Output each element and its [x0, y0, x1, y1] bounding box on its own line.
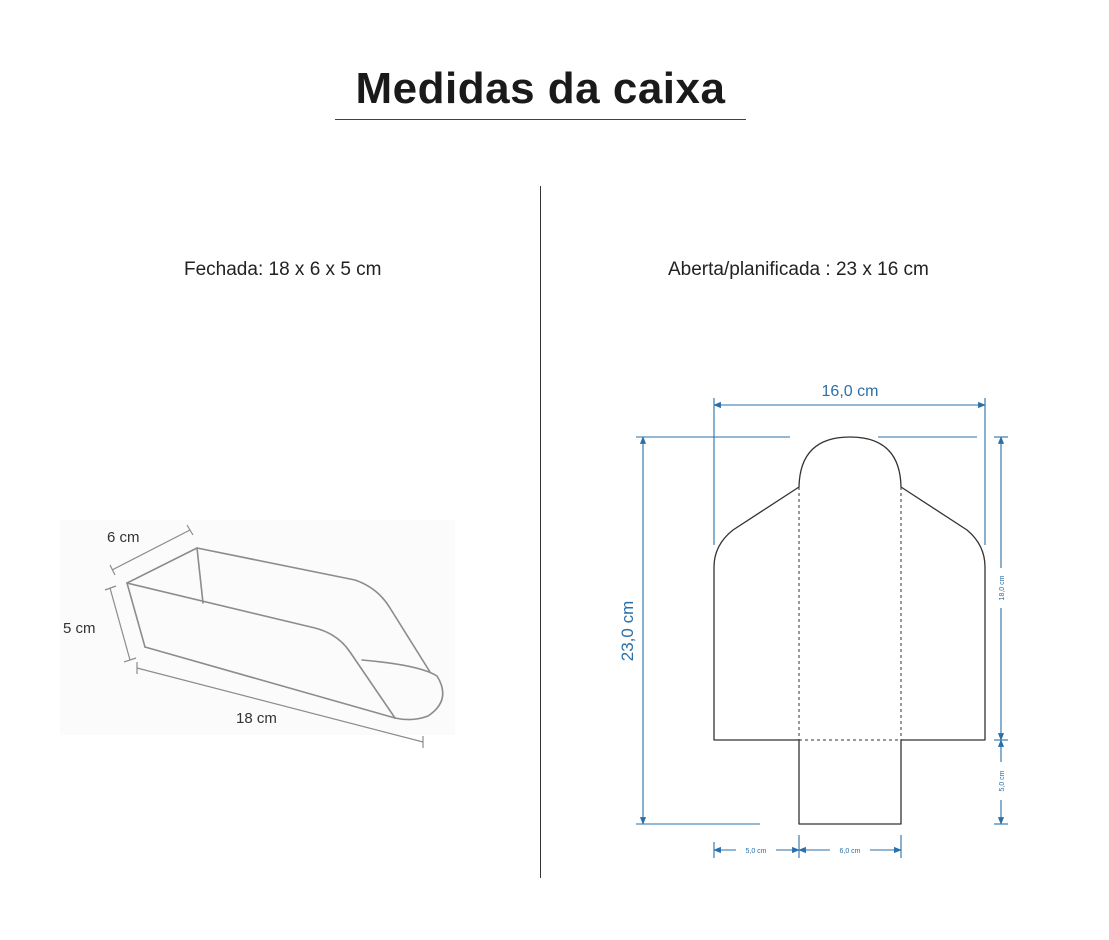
dim-tab-height-label: 5,0 cm [999, 770, 1006, 792]
flat-box-dimensions [636, 398, 1008, 858]
closed-box-sketch [60, 520, 455, 735]
fold-lines [799, 487, 901, 740]
page-title: Medidas da caixa [355, 64, 726, 113]
flat-box-contour [714, 437, 985, 824]
dim-width-label: 6 cm [107, 529, 140, 546]
dim-side-width-label: 5,0 cm [745, 848, 767, 855]
dim-total-height-label: 23,0 cm [618, 600, 637, 662]
dim-tab-width-label: 6,0 cm [839, 848, 861, 855]
dim-height-label: 5 cm [63, 620, 96, 637]
dim-length-label: 18 cm [236, 710, 277, 727]
dim-body-height-label: 18,0 cm [999, 575, 1006, 601]
closed-box-caption: Fechada: 18 x 6 x 5 cm [184, 259, 382, 280]
flat-box-outline [714, 437, 985, 824]
open-box-caption: Aberta/planificada : 23 x 16 cm [668, 259, 929, 280]
dim-total-width-label: 16,0 cm [821, 383, 879, 400]
